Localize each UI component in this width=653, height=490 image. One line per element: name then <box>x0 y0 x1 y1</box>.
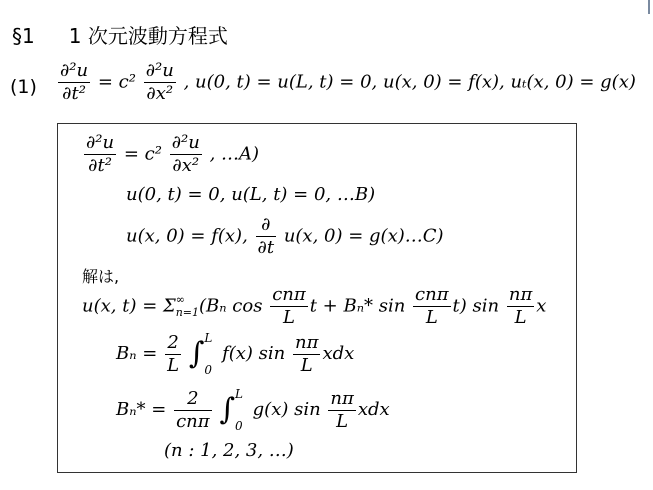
series-frac-3-num: nπ <box>508 284 533 305</box>
bns-lower-limit: 0 <box>234 419 243 433</box>
solution-series <box>82 286 546 327</box>
series-frac-2-den: L <box>425 307 438 328</box>
bns-arg-num: nπ <box>330 387 354 409</box>
bn-xdx: xdx <box>322 343 355 364</box>
bns-factor-den: cnπ <box>176 410 210 432</box>
c-derivative-numerator: ∂ <box>256 216 277 237</box>
a-lhs-numerator: ∂²u <box>86 132 115 153</box>
bn-arg-num: nπ <box>295 331 319 353</box>
solution-label: 解は, <box>82 267 120 286</box>
integral-icon: ∫ <box>188 336 205 371</box>
bn-limits <box>204 332 212 376</box>
series-spatial-sin: t) sin <box>452 295 500 317</box>
series-frac-2-num: cnπ <box>415 284 449 305</box>
c-derivative-denominator: ∂t <box>257 237 275 258</box>
bns-factor <box>174 387 212 432</box>
series-sin-term: t + Bₙ* sin <box>309 295 406 317</box>
bn-upper-limit: L <box>204 331 213 345</box>
lhs-denominator: ∂t² <box>62 83 86 104</box>
series-cos-term: (Bₙ cos <box>199 295 263 317</box>
sum-lower: n=1 <box>175 305 200 319</box>
a-lhs-denominator: ∂t² <box>88 155 112 176</box>
bns-arg-fraction <box>328 387 355 432</box>
a-lhs-fraction <box>84 134 116 175</box>
bns-factor-num: 2 <box>174 390 212 411</box>
bn-factor-den: L <box>167 354 180 376</box>
equation-a <box>82 134 259 175</box>
c-initial-g: u(x, 0) = g(x)…C) <box>283 225 444 247</box>
lhs-numerator: ∂²u <box>60 60 89 81</box>
equation-c <box>126 216 444 257</box>
bn-arg-fraction <box>293 331 320 376</box>
problem-body <box>56 62 636 103</box>
sum-limits <box>176 294 199 318</box>
series-frac-3 <box>507 286 534 327</box>
coefficient-bn-star <box>116 388 390 432</box>
series-frac-1 <box>270 286 308 327</box>
bns-integrand: g(x) sin <box>252 399 321 420</box>
coefficient-bn <box>116 332 354 376</box>
bn-lower-limit: 0 <box>204 363 213 377</box>
c-initial-f: u(x, 0) = f(x), <box>126 225 248 247</box>
section-title: 次元波動方程式 <box>87 24 228 48</box>
problem-tag: (1) <box>10 76 37 98</box>
a-label: , …A) <box>209 143 260 165</box>
rhs-fraction <box>144 62 176 103</box>
equals-c2: = c² <box>97 71 136 93</box>
c-derivative <box>256 216 277 257</box>
rhs-denominator: ∂x² <box>146 83 174 104</box>
equation-b: u(0, t) = 0, u(L, t) = 0, …B) <box>126 184 376 205</box>
bns-limits <box>235 388 243 432</box>
a-rhs-denominator: ∂x² <box>172 155 200 176</box>
series-x: x <box>536 295 547 317</box>
bn-factor <box>165 331 181 376</box>
bn-lhs: Bₙ = <box>116 343 158 364</box>
section-mark: §1 <box>12 24 35 48</box>
bn-integrand: f(x) sin <box>222 343 286 364</box>
series-frac-2 <box>413 286 451 327</box>
series-frac-1-num: cnπ <box>272 284 306 305</box>
bn-arg-den: L <box>300 354 313 376</box>
bn-factor-num: 2 <box>165 334 181 355</box>
bns-lhs: Bₙ* = <box>116 399 167 420</box>
lhs-fraction <box>58 62 90 103</box>
sum-upper: ∞ <box>175 293 185 307</box>
window-edge-mark <box>648 0 650 14</box>
section-number: 1 <box>68 24 82 48</box>
integral-icon: ∫ <box>219 392 235 427</box>
a-equals: = c² <box>123 143 162 165</box>
a-rhs-fraction <box>170 134 202 175</box>
boundary-conditions: , u(0, t) = u(L, t) = 0, u(x, 0) = f(x), uₜ(x, 0) = g(x) <box>183 71 636 93</box>
a-rhs-numerator: ∂²u <box>171 132 200 153</box>
bns-xdx: xdx <box>357 399 390 420</box>
bns-upper-limit: L <box>234 387 243 401</box>
series-frac-1-den: L <box>282 307 295 328</box>
bns-arg-den: L <box>336 410 349 432</box>
series-sum: u(x, t) = Σ <box>82 295 176 317</box>
solution-box <box>57 123 577 473</box>
series-frac-3-den: L <box>514 307 527 328</box>
rhs-numerator: ∂²u <box>145 60 174 81</box>
index-range: (n : 1, 2, 3, …) <box>164 440 294 461</box>
section-heading <box>12 20 228 49</box>
